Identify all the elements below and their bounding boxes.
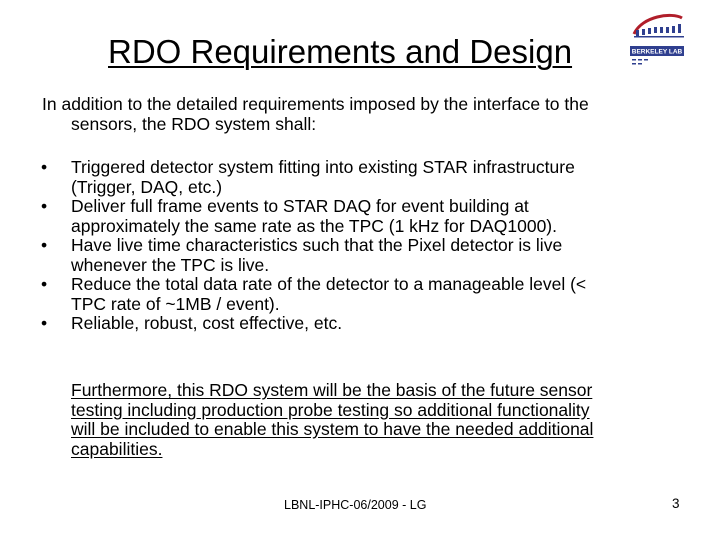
intro-line-1: In addition to the detailed requirements imposed by the interface to the <box>42 94 589 114</box>
footer-text: LBNL-IPHC-06/2009 - LG <box>284 498 427 512</box>
list-item <box>34 275 684 314</box>
list-item-line: Triggered detector system fitting into existing STAR infrastructure <box>71 157 575 177</box>
list-item-line: Reduce the total data rate of the detector to a manageable level (< <box>71 274 587 294</box>
berkeley-lab-logo <box>628 8 686 70</box>
logo-text: BERKELEY LAB <box>631 48 683 56</box>
bullet-icon: • <box>41 157 48 177</box>
list-item-line: Have live time characteristics such that the Pixel detector is live <box>71 235 563 255</box>
intro-paragraph <box>42 94 682 134</box>
closing-line: will be included to enable this system to have the needed additional <box>71 419 594 439</box>
list-item <box>34 158 684 197</box>
berkeley-lab-logo-icon <box>628 8 686 70</box>
closing-line: Furthermore, this RDO system will be the basis of the future sensor <box>71 380 593 400</box>
bullet-icon: • <box>41 313 48 333</box>
list-item-line: approximately the same rate as the TPC (1 kHz for DAQ1000). <box>71 215 557 236</box>
intro-line-2: sensors, the RDO system shall: <box>71 114 317 134</box>
list-item-line: (Trigger, DAQ, etc.) <box>71 176 223 197</box>
page-number: 3 <box>672 496 680 511</box>
list-item-line: whenever the TPC is live. <box>71 254 270 275</box>
list-item-line: Deliver full frame events to STAR DAQ for event building at <box>71 196 529 216</box>
list-item-line: TPC rate of ~1MB / event). <box>71 293 280 314</box>
closing-paragraph <box>71 381 691 459</box>
closing-line: testing including production probe testing so additional functionality <box>71 399 590 420</box>
bullet-icon: • <box>41 274 48 294</box>
requirements-list <box>34 158 684 334</box>
list-item <box>34 197 684 236</box>
list-item <box>34 236 684 275</box>
bullet-icon: • <box>41 235 48 255</box>
list-item-line: Reliable, robust, cost effective, etc. <box>71 313 343 333</box>
list-item <box>34 314 684 334</box>
bullet-icon: • <box>41 196 48 216</box>
logo-base <box>632 59 648 65</box>
slide-title: RDO Requirements and Design <box>108 33 573 70</box>
closing-line: capabilities. <box>71 438 163 459</box>
